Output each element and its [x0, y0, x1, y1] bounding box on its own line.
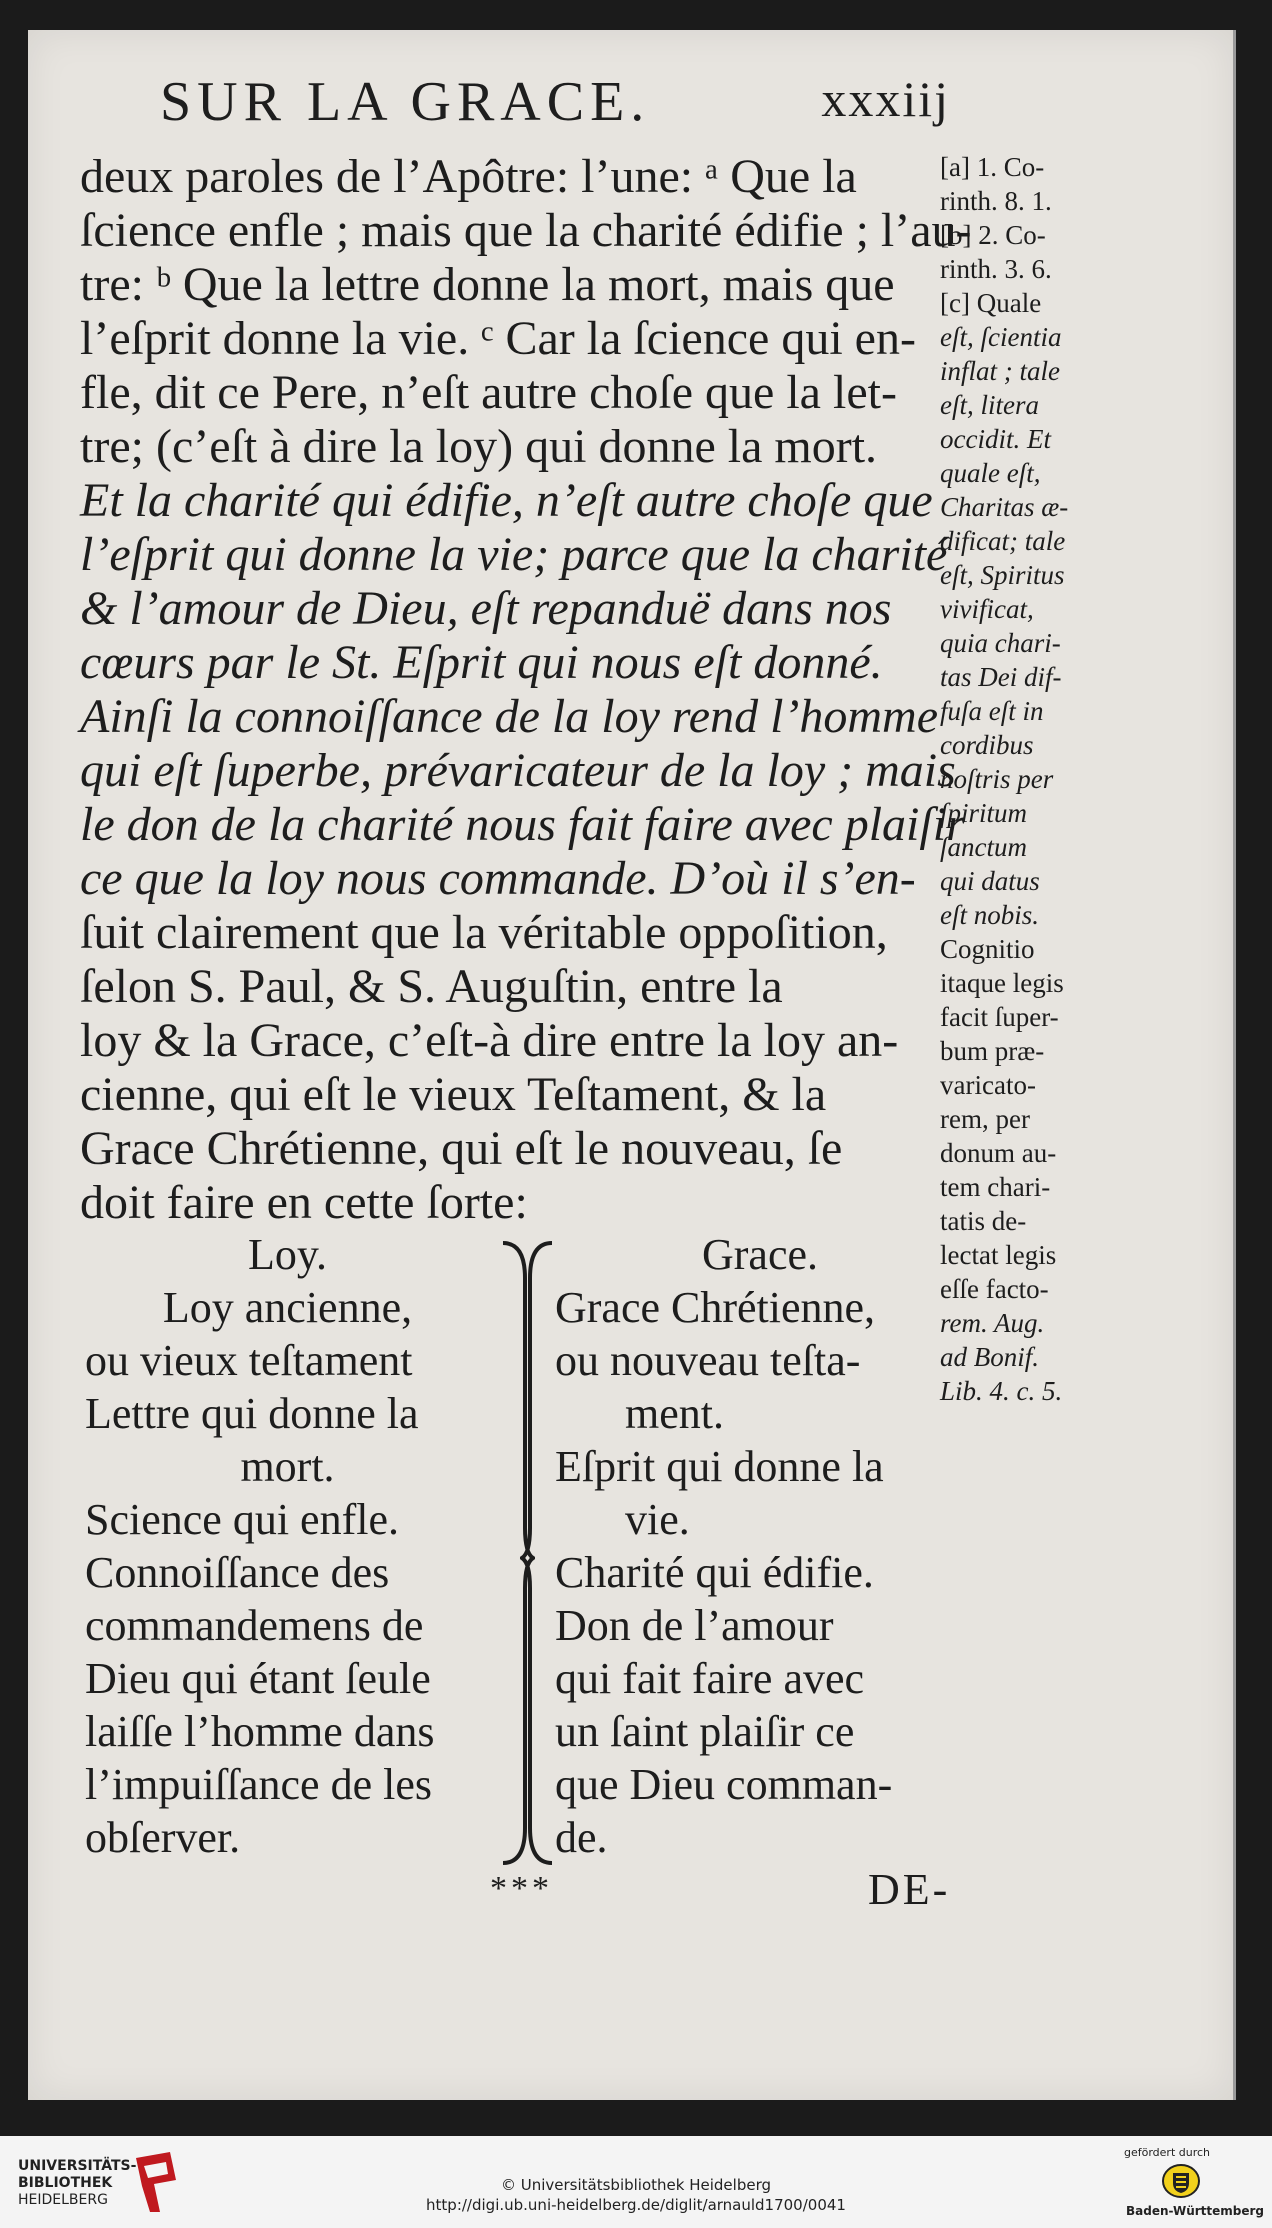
left-column-line: Lettre qui donne la: [85, 1389, 419, 1438]
text-line: deux paroles de l’Apôtre: l’une: ᵃ Que la: [80, 150, 857, 203]
right-column-head: Grace.: [701, 1230, 818, 1279]
text-line: Et la charité qui édifie, n’eſt autre choſe que: [80, 474, 933, 527]
right-column-line: Grace Chrétienne,: [555, 1283, 876, 1332]
text-line: tre; (c’eſt à dire la loy) qui donne la mort.: [80, 420, 878, 473]
main-text: [80, 150, 972, 1230]
text-line: le don de la charité nous fait faire avec plaiſir: [80, 798, 965, 851]
running-header: [130, 60, 960, 140]
left-column-line: l’impuiſſance de les: [85, 1760, 432, 1809]
marginal-note-line: [c] Quale: [940, 288, 1042, 318]
marginal-note-line: tem chari-: [940, 1172, 1051, 1202]
left-column-line: commandemens de: [85, 1601, 424, 1650]
marginal-note-line: eſt, litera: [940, 390, 1039, 420]
marginal-note-line: lectat legis: [940, 1240, 1057, 1270]
marginal-note-line: rem, per: [940, 1104, 1030, 1134]
marginal-note-line: ad Bonif.: [940, 1342, 1039, 1372]
text-line: qui eſt ſuperbe, prévaricateur de la loy ; mais: [80, 744, 956, 797]
marginal-note-line: donum au-: [940, 1138, 1057, 1168]
marginal-note-line: tatis de-: [940, 1206, 1027, 1236]
left-column-line: ou vieux teſtament: [85, 1336, 413, 1385]
library-line-3: HEIDELBERG: [18, 2192, 108, 2208]
marginal-note-line: varicato-: [940, 1070, 1036, 1100]
marginal-note-line: fuſa eſt in: [940, 696, 1044, 726]
catchword: DE-: [868, 1865, 951, 1914]
text-line: tre: ᵇ Que la lettre donne la mort, mais que: [80, 258, 895, 311]
marginal-note-line: inflat ; tale: [940, 356, 1060, 386]
text-line: l’eſprit qui donne la vie; parce que la charité: [80, 528, 948, 581]
comparison-table: [85, 1228, 965, 1878]
marginal-notes: [940, 150, 1115, 1408]
baden-wuerttemberg-seal-icon: [1161, 2161, 1201, 2201]
right-column-line: Don de l’amour: [555, 1601, 834, 1650]
text-line: ce que la loy nous commande. D’où il s’en-: [80, 852, 916, 905]
marginal-note-line: ſanctum: [940, 832, 1027, 862]
text-line: Ainſi la connoiſſance de la loy rend l’homme: [80, 690, 939, 743]
text-line: doit faire en cette ſorte:: [80, 1176, 528, 1229]
text-line: loy & la Grace, c’eſt-à dire entre la loy an-: [80, 1014, 899, 1067]
marginal-note-line: qui datus: [940, 866, 1040, 896]
marginal-note-line: tas Dei dif-: [940, 662, 1062, 692]
marginal-note-line: quia chari-: [940, 628, 1061, 658]
marginal-note-line: ſpiritum: [940, 798, 1028, 828]
marginal-note-line: rem. Aug.: [940, 1308, 1045, 1338]
marginal-note-line: facit ſuper-: [940, 1002, 1059, 1032]
right-column-line: que Dieu comman-: [555, 1760, 893, 1809]
marginal-note-line: rinth. 3. 6.: [940, 254, 1052, 284]
marginal-note-line: eſt, ſcientia: [940, 322, 1062, 352]
right-column-line: de.: [555, 1813, 608, 1862]
right-column-line: Charité qui édifie.: [555, 1548, 874, 1597]
library-line-1: UNIVERSITÄTS-: [18, 2158, 137, 2174]
text-line: & l’amour de Dieu, eſt repanduë dans nos: [80, 582, 892, 635]
left-column-line: obſerver.: [85, 1813, 241, 1862]
marginal-note-line: itaque legis: [940, 968, 1064, 998]
marginal-note-line: eſſe facto-: [940, 1274, 1049, 1304]
marginal-note-line: eſt, Spiritus: [940, 560, 1065, 590]
text-line: ſuit clairement que la véritable oppoſition,: [80, 906, 888, 959]
left-column-line: Connoiſſance des: [85, 1548, 390, 1597]
marginal-note-line: cordibus: [940, 730, 1034, 760]
text-line: ſcience enfle ; mais que la charité édifie ; l’au-: [80, 204, 972, 257]
marginal-note-line: occidit. Et: [940, 424, 1051, 454]
left-column-line: laiſſe l’homme dans: [85, 1707, 435, 1756]
text-line: Grace Chrétienne, qui eſt le nouveau, ſe: [80, 1122, 843, 1175]
marginal-note-line: vivificat,: [940, 594, 1034, 624]
running-title: SUR LA GRACE.: [160, 71, 651, 133]
footer-bar: [0, 2136, 1272, 2228]
marginal-note-line: Charitas æ-: [940, 492, 1069, 522]
marginal-note-line: noſtris per: [940, 764, 1054, 794]
text-line: cienne, qui eſt le vieux Teſtament, & la: [80, 1068, 827, 1121]
right-column-line: Eſprit qui donne la: [555, 1442, 884, 1491]
marginal-note-line: eſt nobis.: [940, 900, 1039, 930]
right-column-line: ment.: [625, 1389, 724, 1438]
funder-name: Baden-Württemberg: [1126, 2204, 1265, 2218]
right-column-line: un ſaint plaiſir ce: [555, 1707, 855, 1756]
source-url[interactable]: http://digi.ub.uni-heidelberg.de/diglit/arnauld1700/0041: [426, 2196, 846, 2214]
left-column-line: mort.: [240, 1442, 335, 1491]
left-column-line: Science qui enfle.: [85, 1495, 399, 1544]
library-line-2: BIBLIOTHEK: [18, 2175, 113, 2191]
comparison-right-column: [555, 1228, 965, 1864]
copyright-text: © Universitätsbibliothek Heidelberg: [500, 2176, 771, 2194]
comparison-left-column: [85, 1228, 490, 1864]
funded-by-label: gefördert durch: [1124, 2146, 1211, 2159]
marginal-note-line: dificat; tale: [940, 526, 1066, 556]
left-column-line: Dieu qui étant ſeule: [85, 1654, 431, 1703]
right-column-line: vie.: [625, 1495, 690, 1544]
text-line: ſelon S. Paul, & S. Auguſtin, entre la: [80, 960, 783, 1013]
text-line: l’eſprit donne la vie. ᶜ Car la ſcience qui en-: [80, 312, 916, 365]
text-line: cœurs par le St. Eſprit qui nous eſt donné.: [80, 636, 883, 689]
marginal-note-line: quale eſt,: [940, 458, 1041, 488]
marginal-note-line: Lib. 4. c. 5.: [940, 1376, 1063, 1406]
right-column-line: ou nouveau teſta-: [555, 1336, 861, 1385]
marginal-note-line: Cognitio: [940, 934, 1035, 964]
page-edge: [1233, 30, 1236, 2100]
marginal-note-line: bum præ-: [940, 1036, 1045, 1066]
marginal-note-line: rinth. 8. 1.: [940, 186, 1052, 216]
marginal-note-line: [b] 2. Co-: [940, 220, 1046, 250]
right-column-line: qui fait faire avec: [555, 1654, 865, 1703]
page-number: xxxiij: [821, 71, 950, 127]
marginal-note-line: [a] 1. Co-: [940, 152, 1045, 182]
left-column-head: Loy.: [247, 1230, 328, 1279]
section-stars: ***: [490, 1870, 553, 1907]
left-column-line: Loy ancienne,: [162, 1283, 413, 1332]
right-brace: [520, 1238, 560, 1868]
text-line: fle, dit ce Pere, n’eſt autre choſe que la let-: [80, 366, 897, 419]
